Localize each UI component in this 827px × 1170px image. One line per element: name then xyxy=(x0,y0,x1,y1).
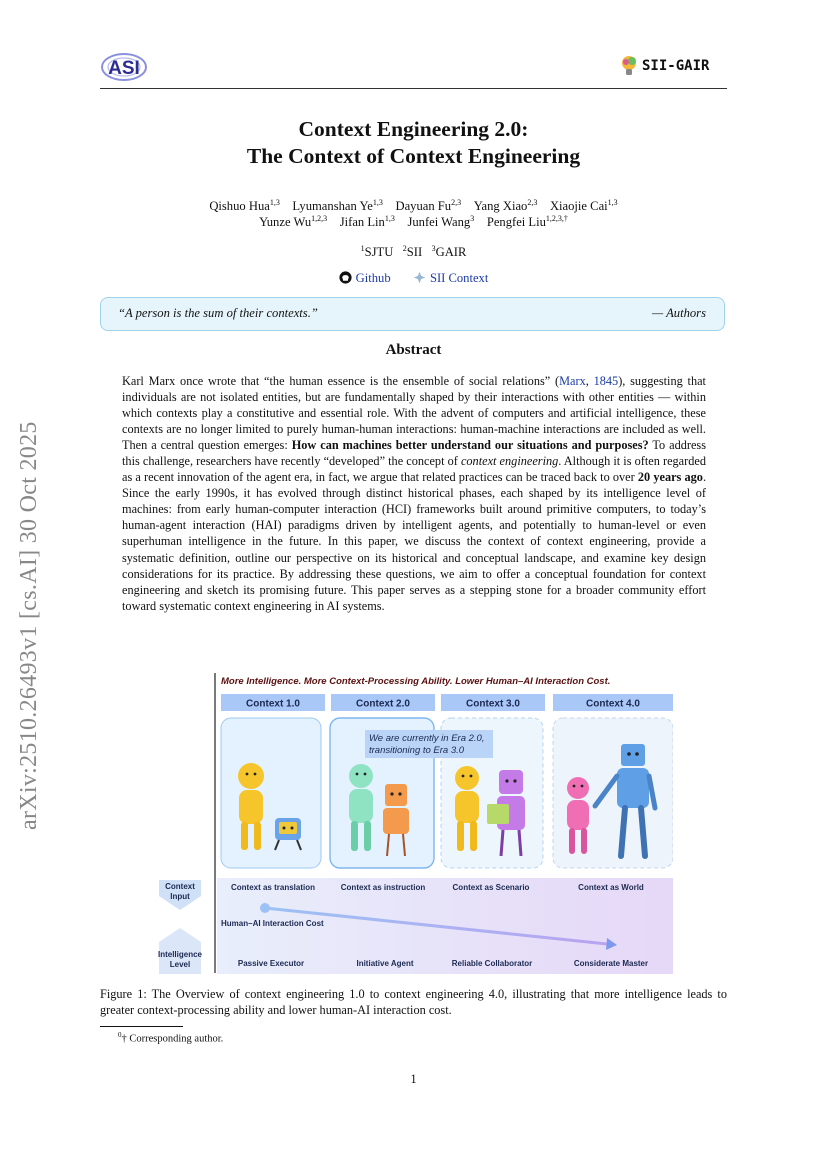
epigraph-text: “A person is the sum of their contexts.” xyxy=(118,306,318,320)
svg-text:Input: Input xyxy=(170,892,190,901)
paper-title-line2: The Context of Context Engineering xyxy=(246,144,581,168)
sii-context-link[interactable]: SII Context xyxy=(429,271,489,285)
svg-text:Intelligence: Intelligence xyxy=(157,950,203,959)
project-links xyxy=(100,271,727,288)
figure-headline: More Intelligence. More Context-Processing Ability. Lower Human–AI Interaction Cost. xyxy=(221,676,611,687)
level-1: Passive Executor xyxy=(237,959,305,968)
citation-year[interactable]: 1845 xyxy=(593,374,619,388)
author-name: Dayuan Fu$^{2,3}$ xyxy=(395,198,462,214)
asi-logo xyxy=(100,50,150,84)
era-label-3: Context 3.0 xyxy=(466,698,520,710)
context-type-1: Context as translation xyxy=(230,883,316,892)
arxiv-identifier: arXiv:2510.26493v1 [cs.AI] 30 Oct 2025 xyxy=(16,421,42,830)
author-name: Jifan Lin$^{1,3}$ xyxy=(339,214,395,230)
author-name: Pengfei Liu$^{1,2,3,\dagger}$ xyxy=(486,214,568,230)
affiliation-item: $^1$SJTU xyxy=(360,244,394,260)
abstract-body: Karl Marx once wrote that “the human essence is the ensemble of social relations” (Marx, 1845), suggesting that individuals are not isolated entities, but are fundamentally shaped by their interactions with other entities — within which contexts play a constitutive and essential role. With the advent of computers and artificial intelligence, these contexts are no longer limited to purely human-human interactions: human-machine interactions are included as well. Then a central question emerges: How can machines better understand our situations and purposes? To address this challenge, researchers have recently “developed” the concept of context engineering. Although it is often regarded as a recent innovation of the agent era, in fact, we argue that related practices can be traced back to over 20 years ago. Since the early 1990s, it has evolved through distinct historical phases, each shaped by its intelligence level of machines: from early human-computer interaction (HCI) frameworks built around primitive computers, to today’s human-agent interaction (HAI) paradigms driven by intelligent agents, and potentially to human-level or even superhuman intelligence in the future. In this paper, we discuss the context of context engineering, provide a systematic definition, outline our perspective on its historical and conceptual landscape, and examine key design considerations for its practice. By addressing these questions, we aim to offer a conceptual foundation for context engineering and sketch its promising future. This paper serves as a stepping stone for a broader community effort toward systematic context engineering in AI systems. xyxy=(122,374,707,613)
page-number: 1 xyxy=(410,1072,417,1086)
citation-marx[interactable]: Marx xyxy=(559,374,586,388)
era-panel-1 xyxy=(221,718,321,868)
figure-caption: Figure 1: The Overview of context engineering 1.0 to context engineering 4.0, illustrating that more intelligence leads to greater context-processing ability and lower human-AI interaction cost. xyxy=(100,987,727,1017)
svg-text:We are currently in Era 2.0,: We are currently in Era 2.0, xyxy=(369,733,485,744)
author-name: Qishuo Hua$^{1,3}$ xyxy=(209,198,280,214)
level-3: Reliable Collaborator xyxy=(451,959,533,968)
author-name: Yang Xiao$^{2,3}$ xyxy=(473,198,538,214)
context-type-4: Context as World xyxy=(578,883,644,892)
paper-title-line1: Context Engineering 2.0: xyxy=(298,117,529,141)
epigraph-author: — Authors xyxy=(651,306,706,320)
footnote-rule xyxy=(100,1026,183,1027)
author-name: Yunze Wu$^{1,2,3}$ xyxy=(259,214,328,230)
context-type-2: Context as instruction xyxy=(340,883,426,892)
author-name: Junfei Wang$^3$ xyxy=(407,214,475,230)
svg-text:ASI: ASI xyxy=(108,58,140,79)
level-4: Considerate Master xyxy=(573,959,649,968)
author-list-line2 xyxy=(100,214,727,230)
context-type-3: Context as Scenario xyxy=(452,883,530,892)
sii-gair-logo: SII-GAIR xyxy=(620,54,730,82)
svg-text:Context: Context xyxy=(165,882,195,891)
svg-text:Level: Level xyxy=(169,960,191,969)
era-label-4: Context 4.0 xyxy=(586,698,640,710)
github-link[interactable]: Github xyxy=(355,271,391,285)
era-headers xyxy=(221,694,673,711)
abstract-heading: Abstract xyxy=(385,342,442,358)
footnote: $^0$† Corresponding author. xyxy=(118,1031,224,1045)
cost-label: Human–AI Interaction Cost xyxy=(221,919,324,928)
affiliation-item: $^3$GAIR xyxy=(431,244,467,260)
header-rule xyxy=(100,88,727,89)
author-list-line1 xyxy=(100,198,727,214)
era-label-1: Context 1.0 xyxy=(246,698,300,710)
level-2: Initiative Agent xyxy=(356,959,414,968)
author-name: Xiaojie Cai$^{1,3}$ xyxy=(549,198,618,214)
era-label-2: Context 2.0 xyxy=(356,698,410,710)
author-name: Lyumanshan Ye$^{1,3}$ xyxy=(292,198,383,214)
svg-text:transitioning to Era 3.0: transitioning to Era 3.0 xyxy=(369,745,465,756)
affiliation-item: $^2$SII xyxy=(402,244,423,260)
github-icon xyxy=(339,271,352,288)
figure-1 xyxy=(155,668,673,974)
sii-context-icon xyxy=(413,271,426,288)
affiliations xyxy=(100,244,727,260)
